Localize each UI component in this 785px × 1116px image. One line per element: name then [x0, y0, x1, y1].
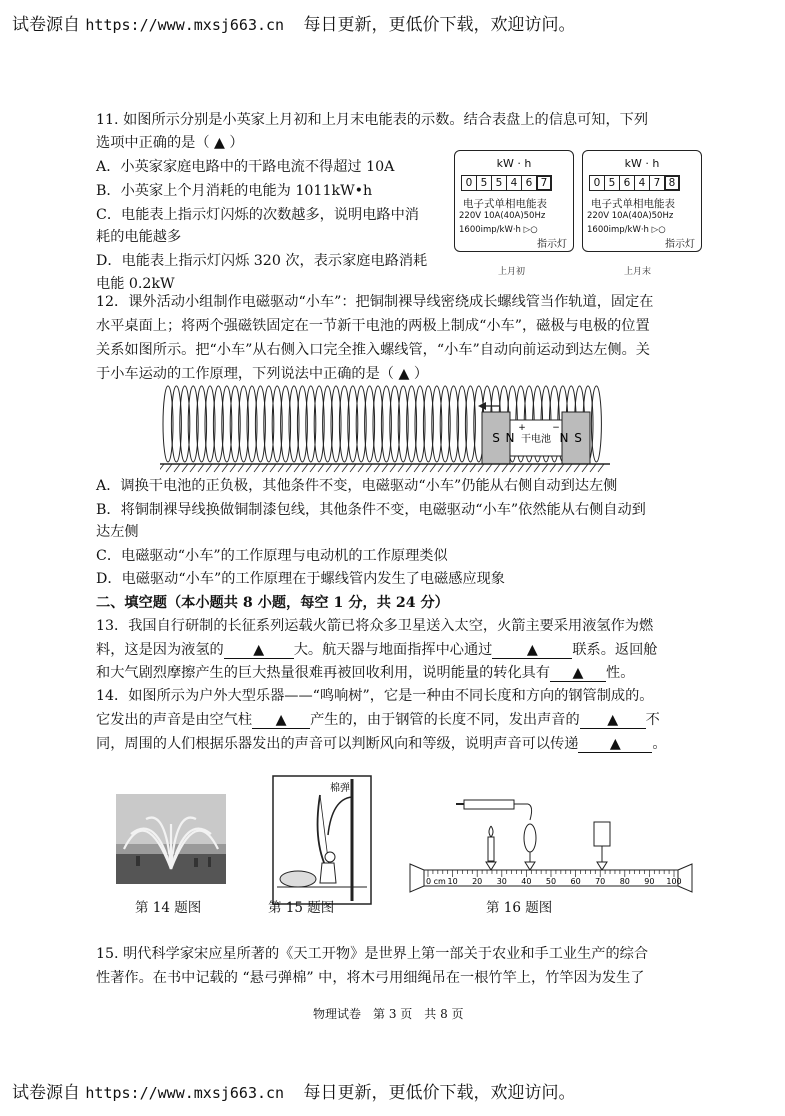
table-hatch	[430, 464, 436, 472]
table-hatch	[582, 464, 588, 472]
ruler-label: 30	[496, 877, 507, 886]
ruler-label: 50	[545, 877, 557, 886]
car-pole-s-left: S	[492, 431, 500, 445]
car-pole-s-right: S	[574, 431, 582, 445]
cotton-bow-illustration	[272, 775, 372, 905]
table-hatch	[462, 464, 468, 472]
table-hatch	[470, 464, 476, 472]
meter-spec: 220V 10A(40A)50Hz	[459, 211, 546, 221]
meter-digit: 6	[521, 175, 537, 191]
q13-text: 大。航天器与地面指挥中心通过	[293, 642, 493, 658]
table-hatch	[598, 464, 604, 472]
table-hatch	[526, 464, 532, 472]
meter-lamp-label: 指示灯	[537, 239, 567, 250]
meter-digit-decimal: 7	[536, 175, 552, 191]
answer-blank[interactable]: ▲	[578, 736, 652, 753]
meter-digit: 0	[589, 175, 605, 191]
ruler-label: 60	[570, 877, 581, 886]
table-hatch	[166, 464, 172, 472]
battery-plus: +	[518, 423, 526, 433]
table-hatch	[590, 464, 596, 472]
table-hatch	[286, 464, 292, 472]
table-hatch	[414, 464, 420, 472]
table-hatch	[318, 464, 324, 472]
table-hatch	[222, 464, 228, 472]
table-hatch	[326, 464, 332, 472]
q13-line-1: 13．我国自行研制的长征系列运载火箭已将众多卫星送入太空，火箭主要采用液氢作为燃	[96, 618, 654, 634]
q12-option-c: C．电磁驱动“小车”的工作原理与电动机的工作原理类似	[96, 548, 448, 564]
energy-meter-start	[454, 150, 574, 252]
q14-line-3	[96, 734, 667, 754]
answer-blank[interactable]: ▲	[580, 712, 646, 729]
ruler-label: 80	[619, 877, 630, 886]
page-footer: 物理试卷 第 3 页 共 8 页	[313, 1007, 464, 1021]
meter-caption-end: 上月末	[624, 267, 652, 277]
battery-minus: −	[552, 423, 560, 433]
answer-blank[interactable]: ▲	[252, 712, 310, 729]
table-hatch	[494, 464, 500, 472]
table-hatch	[406, 464, 412, 472]
meter-name: 电子式单相电能表	[591, 198, 675, 210]
q13-line-3	[96, 663, 634, 683]
q14-text: 同，周围的人们根据乐器发出的声音可以判断风向和等级，说明声音可以传递	[96, 736, 579, 752]
table-hatch	[382, 464, 388, 472]
table-hatch	[566, 464, 572, 472]
table-hatch	[182, 464, 188, 472]
meter-digit: 5	[476, 175, 492, 191]
meter-impulse: 1600imp/kW·h ▷○	[587, 225, 666, 235]
meter-digits	[589, 175, 679, 191]
table-hatch	[302, 464, 308, 472]
banner-prefix: 试卷源自	[12, 15, 80, 35]
meter-spec: 220V 10A(40A)50Hz	[587, 211, 674, 221]
meter-digits	[461, 175, 551, 191]
q11-option-a: A．小英家家庭电路中的干路电流不得超过 10A	[96, 159, 395, 175]
q13-text: 和大气剧烈摩擦产生的巨大热量很难再被回收利用，说明能量的转化具有	[96, 665, 551, 681]
meter-caption-start: 上月初	[498, 267, 526, 277]
table-hatch	[422, 464, 428, 472]
table-hatch	[160, 464, 164, 472]
banner-url[interactable]: https://www.mxsj663.cn	[85, 1084, 285, 1102]
table-hatch	[270, 464, 276, 472]
q12-option-b-2: 达左侧	[96, 524, 139, 540]
table-hatch	[262, 464, 268, 472]
table-hatch	[438, 464, 444, 472]
q14-text: 不	[645, 712, 660, 728]
meter-digit: 4	[506, 175, 522, 191]
table-hatch	[478, 464, 484, 472]
table-hatch	[358, 464, 364, 472]
table-hatch	[278, 464, 284, 472]
q14-text: 。	[652, 736, 667, 752]
meter-digit: 0	[461, 175, 477, 191]
answer-blank[interactable]: ▲	[492, 642, 572, 659]
answer-blank[interactable]: ▲	[224, 642, 294, 659]
meter-digit: 7	[649, 175, 665, 191]
ruler-label: 0 cm	[426, 877, 446, 886]
table-hatch	[294, 464, 300, 472]
meter-name: 电子式单相电能表	[463, 198, 547, 210]
q14-line-1: 14．如图所示为户外大型乐器——“鸣响树”，它是一种由不同长度和方向的钢管制成的。	[96, 688, 654, 704]
car-pole-n-right: N	[559, 431, 569, 445]
meter-digit: 5	[604, 175, 620, 191]
table-hatch	[190, 464, 196, 472]
ruler-label: 40	[521, 877, 532, 886]
meter-unit: kW · h	[624, 157, 660, 170]
bottom-banner	[12, 1078, 576, 1103]
table-hatch	[206, 464, 212, 472]
banner-url[interactable]: https://www.mxsj663.cn	[85, 16, 285, 34]
figure-16-caption: 第 16 题图	[486, 900, 553, 916]
table-hatch	[334, 464, 340, 472]
figure-15-caption: 第 15 题图	[268, 900, 335, 916]
figure-15-label: 棉弹	[330, 783, 350, 794]
musical-tree-photo	[116, 794, 226, 884]
top-banner	[12, 10, 576, 35]
table-hatch	[558, 464, 564, 472]
meter-digit: 5	[491, 175, 507, 191]
q11-option-d-2: 电能 0.2kW	[96, 276, 175, 292]
ruler-label: 70	[595, 877, 606, 886]
q11-option-c-2: 耗的电能越多	[96, 229, 182, 245]
ruler-label: 100	[666, 877, 682, 886]
table-hatch	[198, 464, 204, 472]
q12-stem-3: 关系如图所示。把“小车”从右侧入口完全推入螺线管，“小车”自动向前运动到达左侧。关	[96, 342, 650, 358]
q14-line-2	[96, 710, 660, 730]
ruler-label: 20	[472, 877, 483, 886]
meter-digit: 4	[634, 175, 650, 191]
q13-text: 性。	[606, 665, 635, 681]
banner-prefix: 试卷源自	[12, 1083, 80, 1103]
q12-stem-1: 12．课外活动小组制作电磁驱动“小车”：把铜制裸导线密绕成长螺线管当作轨道，固定在	[96, 294, 654, 310]
q13-text: 料，这是因为液氢的	[96, 642, 224, 658]
table-hatch	[550, 464, 556, 472]
table-hatch	[342, 464, 348, 472]
meter-impulse: 1600imp/kW·h ▷○	[459, 225, 538, 235]
ruler-label: 90	[644, 877, 655, 886]
figure-14-caption: 第 14 题图	[135, 900, 202, 916]
q11-stem-2: 选项中正确的是（ ▲ ）	[96, 135, 244, 151]
battery-label: 干电池	[521, 434, 551, 445]
q12-stem-2: 水平桌面上；将两个强磁铁固定在一节新干电池的两极上制成“小车”，磁极与电极的位置	[96, 318, 650, 334]
meter-lamp-label: 指示灯	[665, 239, 695, 250]
banner-suffix: 每日更新，更低价下载，欢迎访问。	[303, 1083, 576, 1103]
table-hatch	[574, 464, 580, 472]
table-hatch	[398, 464, 404, 472]
table-hatch	[518, 464, 524, 472]
meter-unit: kW · h	[496, 157, 532, 170]
q11-option-d-1: D．电能表上指示灯闪烁 320 次，表示家庭电路消耗	[96, 253, 428, 269]
table-hatch	[366, 464, 372, 472]
table-hatch	[174, 464, 180, 472]
table-hatch	[230, 464, 236, 472]
q15-line-2: 性著作。在书中记载的 “悬弓弹棉” 中，将木弓用细绳吊在一根竹竿上，竹竿因为发生了	[96, 970, 645, 986]
car-pole-n-left: N	[505, 431, 515, 445]
meter-digit: 6	[619, 175, 635, 191]
q11-stem-1: 11. 如图所示分别是小英家上月初和上月末电能表的示数。结合表盘上的信息可知，下列	[96, 112, 649, 128]
table-hatch	[486, 464, 492, 472]
q14-text: 它发出的声音是由空气柱	[96, 712, 253, 728]
q12-option-a: A．调换干电池的正负极，其他条件不变，电磁驱动“小车”仍能从右侧自动到达左侧	[96, 478, 618, 494]
answer-blank[interactable]: ▲	[550, 665, 606, 682]
table-hatch	[350, 464, 356, 472]
q12-option-b-1: B．将铜制裸导线换做铜制漆包线，其他条件不变，电磁驱动“小车”依然能从右侧自动到	[96, 502, 646, 518]
table-hatch	[390, 464, 396, 472]
table-hatch	[254, 464, 260, 472]
table-hatch	[238, 464, 244, 472]
section-fill-in-title: 二、填空题（本小题共 8 小题，每空 1 分，共 24 分）	[96, 595, 449, 611]
banner-suffix: 每日更新，更低价下载，欢迎访问。	[303, 15, 576, 35]
table-hatch	[310, 464, 316, 472]
q15-line-1: 15. 明代科学家宋应星所著的《天工开物》是世界上第一部关于农业和手工业生产的综合	[96, 946, 649, 962]
q12-stem-4: 于小车运动的工作原理，下列说法中正确的是（ ▲ ）	[96, 366, 429, 382]
energy-meter-end	[582, 150, 702, 252]
table-hatch	[502, 464, 508, 472]
ruler-label: 10	[447, 877, 458, 886]
q11-option-c-1: C．电能表上指示灯闪烁的次数越多，说明电路中消	[96, 207, 419, 223]
table-hatch	[214, 464, 220, 472]
meter-digit-decimal: 8	[664, 175, 680, 191]
table-hatch	[374, 464, 380, 472]
q14-text: 产生的，由于钢管的长度不同，发出声音的	[310, 712, 580, 728]
table-hatch	[542, 464, 548, 472]
table-hatch	[534, 464, 540, 472]
q13-text: 联系。返回舱	[572, 642, 658, 658]
table-hatch	[510, 464, 516, 472]
table-hatch	[454, 464, 460, 472]
table-hatch	[446, 464, 452, 472]
q13-line-2	[96, 640, 657, 660]
solenoid-figure	[160, 384, 610, 474]
table-hatch	[246, 464, 252, 472]
q12-option-d: D．电磁驱动“小车”的工作原理在于螺线管内发生了电磁感应现象	[96, 571, 505, 587]
q11-option-b: B．小英家上个月消耗的电能为 1011kW•h	[96, 183, 373, 199]
optical-bench-figure	[406, 792, 696, 902]
